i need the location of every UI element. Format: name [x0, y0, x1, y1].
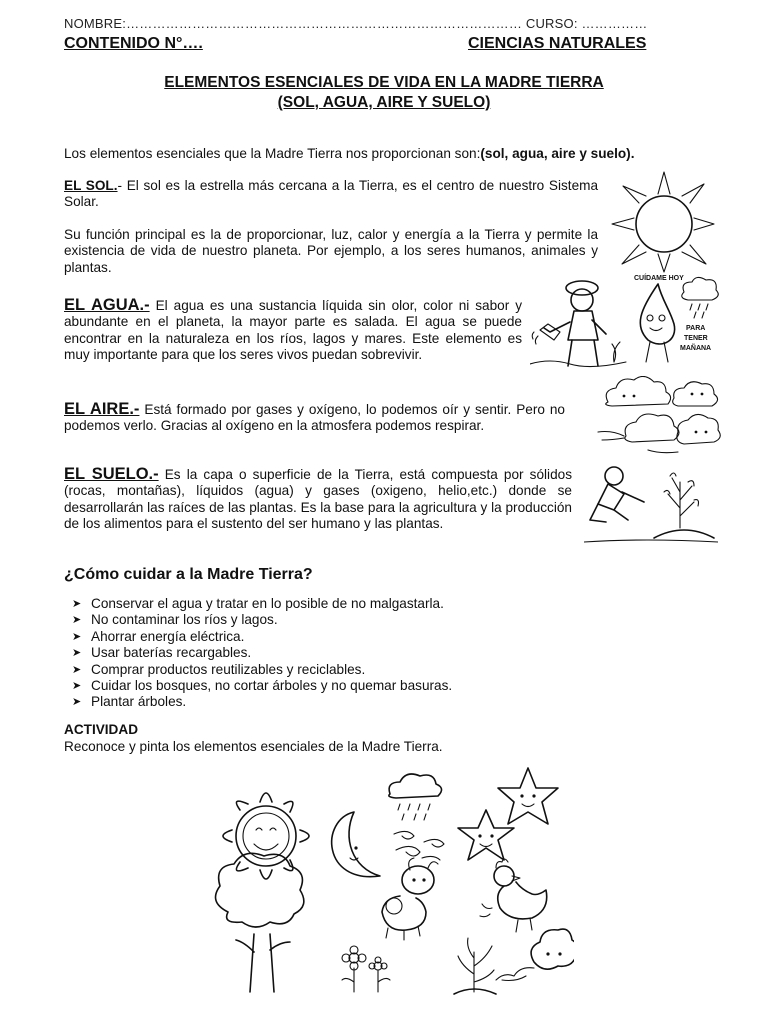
intro-bold: (sol, agua, aire y suelo). — [480, 146, 635, 161]
intro-text: Los elementos esenciales que la Madre Tierra nos proporcionan son: — [64, 146, 481, 161]
sol-function-paragraph: Su función principal es la de proporcionar, luz, calor y energía a la Tierra y permite la existencia de vida de nuestro planeta. Por ejemplo, a los seres humanos, animales y plantas. — [64, 227, 598, 275]
list-item — [64, 612, 664, 628]
care-list — [64, 596, 664, 711]
hen-drawing — [480, 859, 547, 932]
arrow-bullet-icon: ➤ — [72, 647, 82, 660]
cloud-blowing-drawing — [496, 929, 574, 980]
arrow-bullet-icon: ➤ — [72, 598, 82, 610]
intro-paragraph — [64, 146, 724, 162]
sol-text: - El sol es la estrella más cercana a la Tierra, es el centro de nuestro Sistema Solar. — [64, 178, 599, 210]
agua-paragraph — [64, 297, 522, 364]
list-item-text: Ahorrar energía eléctrica. — [91, 628, 245, 644]
arrow-bullet-icon: ➤ — [72, 663, 82, 676]
activity-illustrations — [204, 762, 574, 998]
aire-text: Está formado por gases y oxígeno, lo podemos oír y sentir. Pero no podemos verlo. Gracias al oxígeno en la atmosfera podemos respirar. — [64, 402, 565, 434]
aire-paragraph — [64, 401, 565, 435]
list-item-text: Usar baterías recargables. — [91, 645, 252, 661]
suelo-text: Es la capa o superficie de la Tierra, está compuesta por sólidos (rocas, montañas), líquidos (agua) y gases (oxigeno, helio,etc.) donde se desarrollarán las raíces de las plantas. Es la base para la agricultura y la producción de los alimentos para el sustento del ser humano y las plantas. — [64, 467, 572, 532]
name-course-line: NOMBRE:……………………………………………………………………………… CURSO: …………… — [64, 16, 648, 31]
list-item — [64, 694, 664, 710]
wind-drawing — [394, 831, 444, 860]
moon-drawing — [332, 812, 380, 877]
activity-text: Reconoce y pinta los elementos esenciales de la Madre Tierra. — [64, 739, 443, 754]
rain-cloud-drawing — [389, 774, 442, 820]
child-planting-tree-drawing — [584, 458, 718, 546]
list-item-text: Comprar productos reutilizables y reciclables. — [91, 661, 366, 677]
page-title: ELEMENTOS ESENCIALES DE VIDA EN LA MADRE TIERRA — [164, 74, 604, 91]
clouds-wind-drawing — [588, 376, 728, 460]
sol-heading: EL SOL. — [64, 178, 118, 193]
agua-heading: EL AGUA.- — [64, 296, 150, 314]
activity-heading: ACTIVIDAD — [64, 722, 139, 737]
child-watering-plant-drawing — [530, 274, 628, 374]
plant-drawing — [454, 938, 496, 994]
list-item-text: No contaminar los ríos y lagos. — [91, 612, 278, 628]
agua-text: El agua es una sustancia líquida sin olor, color ni sabor y abundante en el planeta, la mayor parte es salada. El agua se puede encontrar en la naturaleza en los ríos, lagos y mares. Este elemento es muy importante para que los seres vivos puedan sobrevivir. — [64, 298, 523, 363]
list-item — [64, 596, 664, 612]
care-question: ¿Cómo cuidar a la Madre Tierra? — [64, 566, 313, 583]
arrow-bullet-icon: ➤ — [72, 696, 82, 709]
subject-label: CIENCIAS NATURALES — [468, 35, 647, 52]
cuidame-label: CUÍDAME HOY — [634, 275, 684, 282]
aire-heading: EL AIRE.- — [64, 400, 140, 418]
list-item — [64, 678, 664, 694]
stars-drawing — [458, 768, 558, 860]
list-item-text: Conservar el agua y tratar en lo posible de no malgastarla. — [91, 596, 444, 611]
sun-drawing — [606, 168, 718, 274]
list-item-text: Cuidar los bosques, no cortar árboles y no quemar basuras. — [91, 678, 453, 694]
page-subtitle: (SOL, AGUA, AIRE Y SUELO) — [277, 94, 491, 111]
sol-paragraph — [64, 178, 598, 211]
para-label: PARA — [686, 325, 706, 332]
list-item — [64, 629, 664, 645]
arrow-bullet-icon: ➤ — [72, 614, 82, 627]
suelo-heading: EL SUELO.- — [64, 465, 159, 483]
flowers-drawing — [342, 946, 390, 992]
list-item-text: Plantar árboles. — [91, 694, 187, 710]
suelo-paragraph — [64, 466, 572, 533]
sun-face-drawing — [223, 793, 309, 879]
tener-label: TENER — [684, 335, 708, 342]
list-item — [64, 662, 664, 678]
tree-drawing — [216, 853, 304, 992]
list-item — [64, 645, 664, 661]
manana-label: MAÑANA — [680, 345, 712, 352]
contenido-label: CONTENIDO N°…. — [64, 35, 203, 52]
water-drop-drawing — [628, 270, 724, 374]
arrow-bullet-icon: ➤ — [72, 630, 82, 643]
arrow-bullet-icon: ➤ — [72, 680, 82, 693]
dog-drawing — [382, 858, 438, 940]
